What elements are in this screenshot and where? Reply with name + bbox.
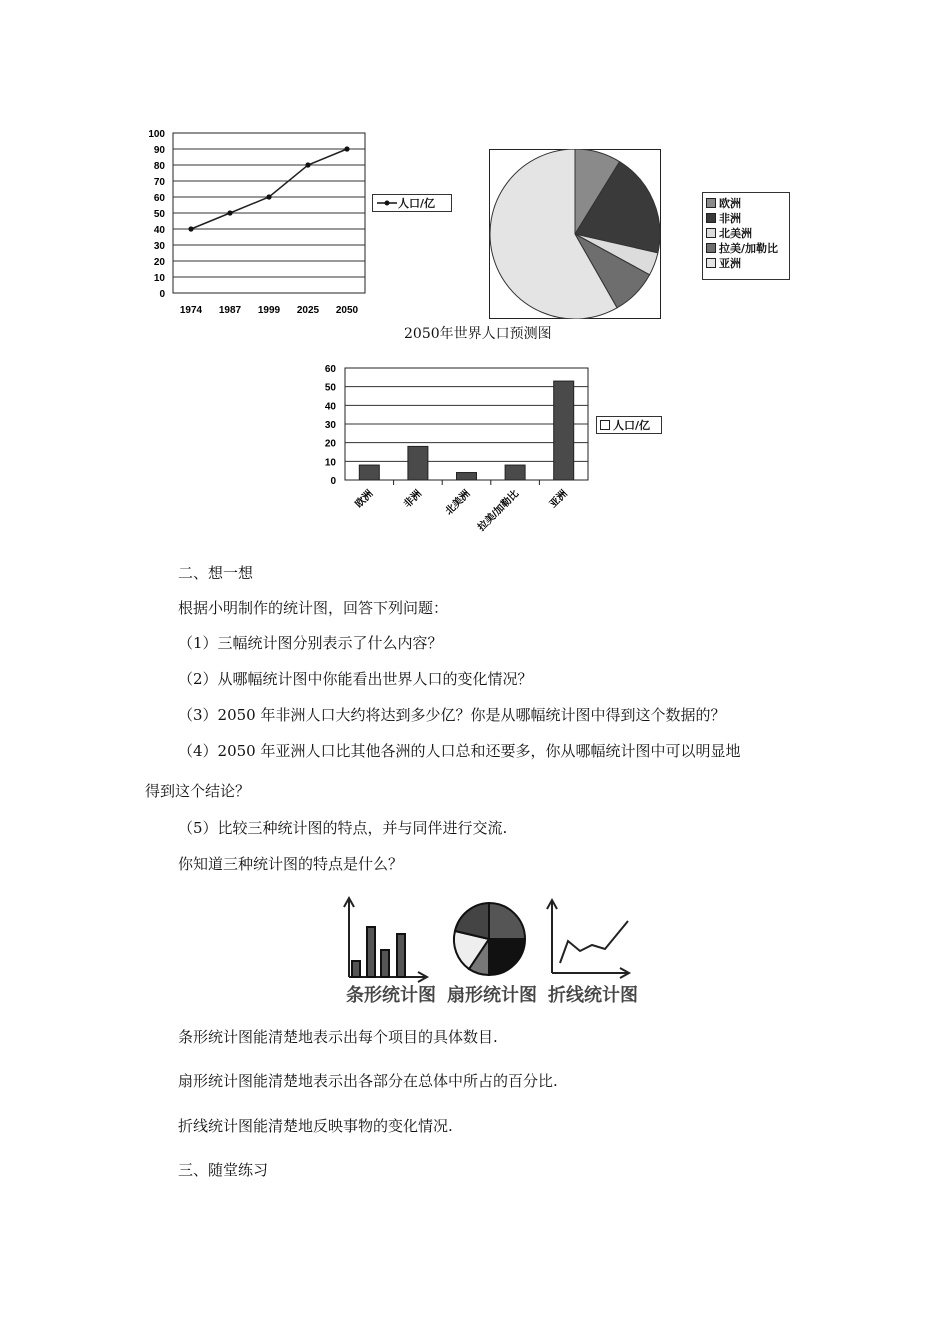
bar-y-tick-label: 0: [330, 476, 336, 487]
bar-x-tick-label: 拉美/加勒比: [476, 488, 522, 534]
question-5: （5）比较三种统计图的特点，并与同伴进行交流.: [178, 819, 508, 837]
caption-pie-chart: 扇形统计图: [447, 985, 537, 1006]
bar-legend-swatch: [600, 420, 610, 430]
line-y-tick-label: 80: [153, 161, 165, 172]
line-legend-label: 人口/亿: [398, 197, 436, 210]
bar-x-tick-label: 亚洲: [547, 488, 570, 511]
pie-legend-item: [703, 240, 789, 255]
line-chart: [140, 125, 370, 325]
pie-title-text: 2050年世界人口预测图: [404, 326, 552, 342]
features-question: 你知道三种统计图的特点是什么？: [178, 855, 404, 873]
bar-rect: [359, 465, 379, 480]
pie-legend-item: [703, 225, 789, 240]
bar-x-tick-label: 北美洲: [443, 488, 473, 518]
line-y-tick-label: 20: [153, 257, 165, 268]
line-y-tick-label: 30: [153, 241, 165, 252]
bar-y-tick-label: 10: [325, 457, 336, 469]
pie-legend-item: [703, 255, 789, 270]
pie-legend-label: 非洲: [719, 211, 741, 225]
bar-chart-legend: [596, 416, 662, 434]
pie-legend-swatch: [706, 243, 716, 253]
bar-y-tick-label: 30: [325, 420, 336, 431]
pie-legend-swatch: [706, 213, 716, 223]
pie-legend-label: 亚洲: [719, 256, 741, 270]
line-y-tick-label: 70: [153, 177, 165, 188]
question-1: （1）三幅统计图分别表示了什么内容？: [178, 634, 443, 652]
bar-chart-icon: [344, 898, 427, 982]
line-y-tick-label: 60: [153, 193, 165, 204]
bar-y-tick-label: 50: [325, 382, 336, 394]
pie-legend-label: 拉美/加勒比: [719, 241, 779, 255]
bar-rect: [505, 465, 525, 480]
line-chart-legend: [372, 194, 452, 212]
question-3: （3）2050 年非洲人口大约将达到多少亿？你是从哪幅统计图中得到这个数据的？: [178, 706, 726, 724]
line-x-tick-label: 1999: [257, 305, 281, 316]
question-2: （2）从哪幅统计图中你能看出世界人口的变化情况？: [178, 670, 533, 688]
pie-chart-title: [404, 323, 552, 343]
pie-chart-legend: [702, 192, 790, 280]
pie-chart-description: 扇形统计图能清楚地表示出各部分在总体中所占的百分比.: [178, 1072, 558, 1090]
line-chart-description: 折线统计图能清楚地反映事物的变化情况.: [178, 1117, 453, 1135]
question-4: （4）2050 年亚洲人口比其他各洲的人口总和还要多，你从哪幅统计图中可以明显地: [178, 742, 741, 760]
pie-legend-swatch: [706, 228, 716, 238]
bar-y-tick-label: 20: [325, 438, 336, 450]
bar-chart: [325, 360, 595, 550]
caption-bar-chart: 条形统计图: [346, 985, 436, 1006]
line-y-tick-label: 40: [153, 225, 165, 236]
bar-x-tick-label: 非洲: [402, 488, 425, 511]
line-data-point: [188, 226, 193, 231]
line-x-tick-label: 1974: [179, 305, 203, 316]
pie-legend-item: [703, 210, 789, 225]
pie-legend-label: 北美洲: [719, 226, 752, 240]
line-data-point: [266, 194, 271, 199]
section-heading-2: 二、想一想: [178, 564, 254, 582]
pie-legend-item: [703, 195, 789, 210]
bar-y-tick-label: 60: [325, 364, 336, 375]
bar-x-tick-label: 欧洲: [353, 488, 376, 511]
intro-text: 根据小明制作的统计图，回答下列问题：: [178, 599, 449, 617]
pie-chart: [489, 149, 661, 319]
line-y-tick-label: 90: [153, 145, 165, 156]
caption-line-chart: 折线统计图: [548, 985, 638, 1006]
pie-legend-swatch: [706, 258, 716, 268]
line-x-tick-label: 2050: [335, 305, 359, 316]
section-heading-3: 三、随堂练习: [178, 1161, 269, 1179]
line-y-tick-label: 50: [153, 209, 165, 220]
bar-legend-label: 人口/亿: [613, 419, 651, 432]
line-data-point: [305, 162, 310, 167]
bar-rect: [457, 473, 477, 480]
line-y-tick-label: 100: [148, 129, 165, 140]
line-x-tick-label: 2025: [296, 305, 320, 316]
bar-chart-description: 条形统计图能清楚地表示出每个项目的具体数目.: [178, 1028, 498, 1046]
bar-rect: [554, 381, 574, 480]
bar-rect: [408, 446, 428, 480]
pie-legend-label: 欧洲: [719, 196, 741, 210]
pie-chart-icon: [454, 903, 525, 975]
question-4-continued: 得到这个结论？: [145, 782, 251, 800]
chart-types-illustration: [340, 895, 640, 985]
line-y-tick-label: 10: [153, 273, 165, 284]
line-legend-marker-icon: [376, 198, 398, 208]
line-data-point: [344, 146, 349, 151]
line-chart-icon: [547, 900, 629, 978]
line-y-tick-label: 0: [159, 289, 165, 300]
line-x-tick-label: 1987: [218, 305, 242, 316]
bar-y-tick-label: 40: [325, 401, 336, 413]
pie-legend-swatch: [706, 198, 716, 208]
line-data-point: [227, 210, 232, 215]
